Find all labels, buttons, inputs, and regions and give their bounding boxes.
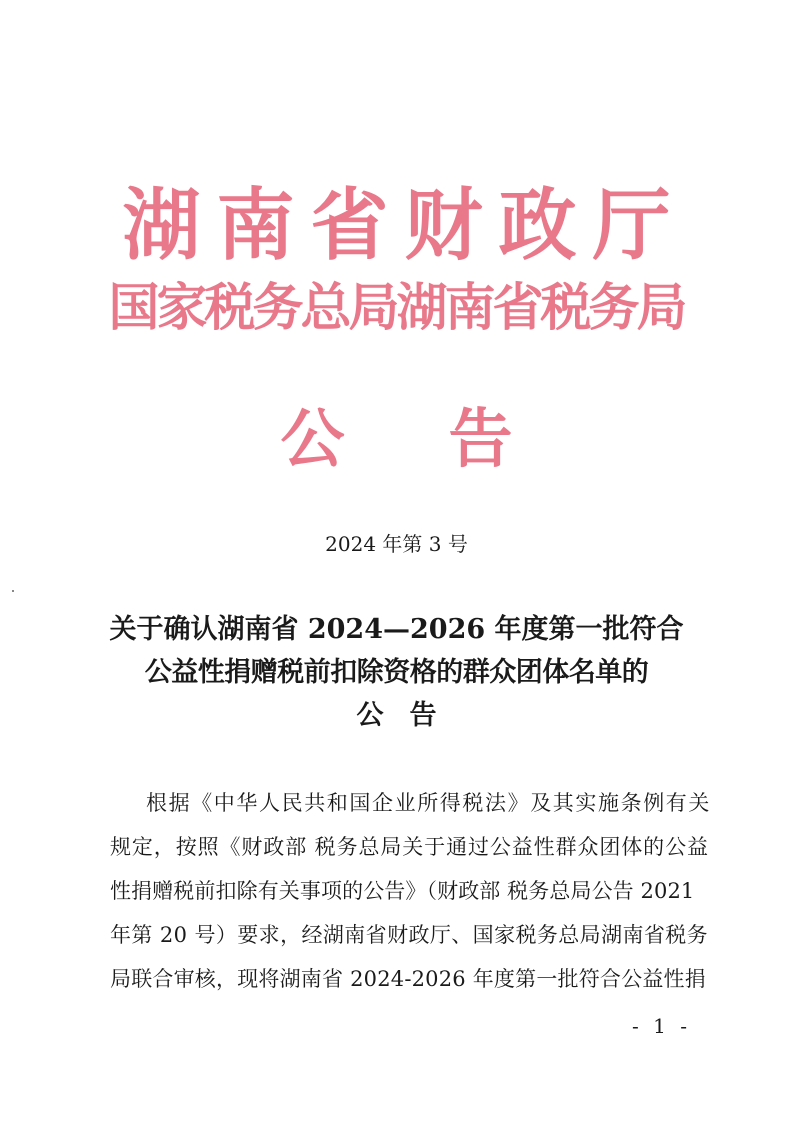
document-title-line-1: 关于确认湖南省 2024—2026 年度第一批符合 <box>109 614 684 645</box>
document-title-line-3: 公告 <box>356 700 463 731</box>
body-text-line-3: 性捐赠税前扣除有关事项的公告》（财政部 税务总局公告 2021 <box>110 879 695 903</box>
document-title-line-2: 公益性捐赠税前扣除资格的群众团体名单的 <box>144 657 649 688</box>
body-text-line-1: 根据《中华人民共和国企业所得税法》及其实施条例有关 <box>146 791 711 815</box>
letterhead-issuer-finance-dept: 湖南省财政厅 <box>122 180 687 271</box>
body-text-line-5: 局联合审核，现将湖南省 2024-2026 年度第一批符合公益性捐 <box>110 967 706 991</box>
document-number: 2024 年第 3 号 <box>325 532 468 556</box>
letterhead-doc-type: 公告 <box>280 402 617 477</box>
body-text-line-2: 规定，按照《财政部 税务总局关于通过公益性群众团体的公益 <box>110 835 709 859</box>
letterhead-issuer-tax-bureau: 国家税务总局湖南省税务局 <box>108 278 685 338</box>
body-text-line-4: 年第 20 号）要求，经湖南省财政厅、国家税务总局湖南省税务 <box>110 923 709 947</box>
page-number: - 1 - <box>632 1014 691 1038</box>
scan-margin-mark <box>12 590 14 592</box>
